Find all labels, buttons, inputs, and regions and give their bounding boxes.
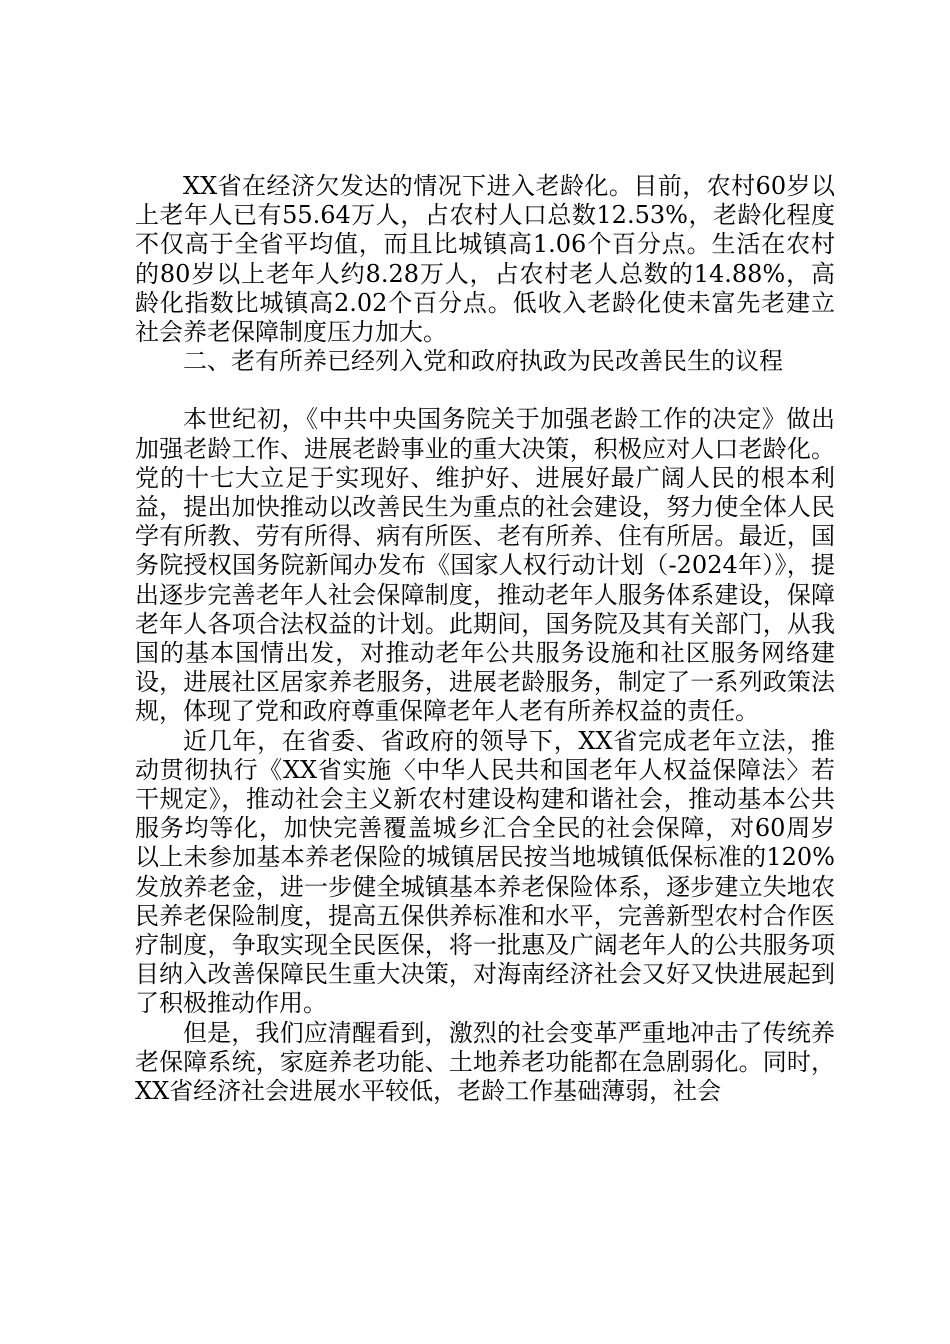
paragraph-challenges: 但是，我们应清醒看到，激烈的社会变革严重地冲击了传统养老保障系统，家庭养老功能、土地养老功能都在急剧弱化。同时，XX省经济社会进展水平较低，老龄工作基础薄弱，社会: [135, 1018, 835, 1106]
blank-line: [135, 376, 835, 405]
document-body: [135, 172, 835, 1106]
paragraph-central-policy: 本世纪初，《中共中央国务院关于加强老龄工作的决定》做出加强老龄工作、进展老龄事业的重大决策，积极应对人口老龄化。党的十七大立足于实现好、维护好、进展好最广阔人民的根本利益，提出加快推动以改善民生为重点的社会建设，努力使全体人民学有所教、劳有所得、病有所医、老有所养、住有所居。最近，国务院授权国务院新闻办发布《国家人权行动计划（-2024年）》，提出逐步完善老年人社会保障制度，推动老年人服务体系建设，保障老年人各项合法权益的计划。此期间，国务院及其有关部门，从我国的基本国情出发，对推动老年公共服务设施和社区服务网络建设，进展社区居家养老服务，进展老龄服务，制定了一系列政策法规，体现了党和政府尊重保障老年人老有所养权益的责任。: [135, 405, 835, 726]
section-heading-2: 二、老有所养已经列入党和政府执政为民改善民生的议程: [183, 347, 783, 376]
paragraph-provincial-measures: 近几年，在省委、省政府的领导下，XX省完成老年立法，推动贯彻执行《XX省实施〈中华人民共和国老年人权益保障法〉若干规定》，推动社会主义新农村建设构建和谐社会，推动基本公共服务均等化，加快完善覆盖城乡汇合全民的社会保障，对60周岁以上未参加基本养老保险的城镇居民按当地城镇低保标准的120%发放养老金，进一步健全城镇基本养老保险体系，逐步建立失地农民养老保险制度，提高五保供养标准和水平，完善新型农村合作医疗制度，争取实现全民医保，将一批惠及广阔老年人的公共服务项目纳入改善保障民生重大决策，对海南经济社会又好又快进展起到了积极推动作用。: [135, 726, 835, 1018]
paragraph-aging-situation: XX省在经济欠发达的情况下进入老龄化。目前，农村60岁以上老年人已有55.64万人，占农村人口总数12.53%，老龄化程度不仅高于全省平均值，而且比城镇高1.06个百分点。生活在农村的80岁以上老年人约8.28万人，占农村老人总数的14.88%，高龄化指数比城镇高2.02个百分点。低收入老龄化使未富先老建立社会养老保障制度压力加大。: [135, 172, 835, 347]
